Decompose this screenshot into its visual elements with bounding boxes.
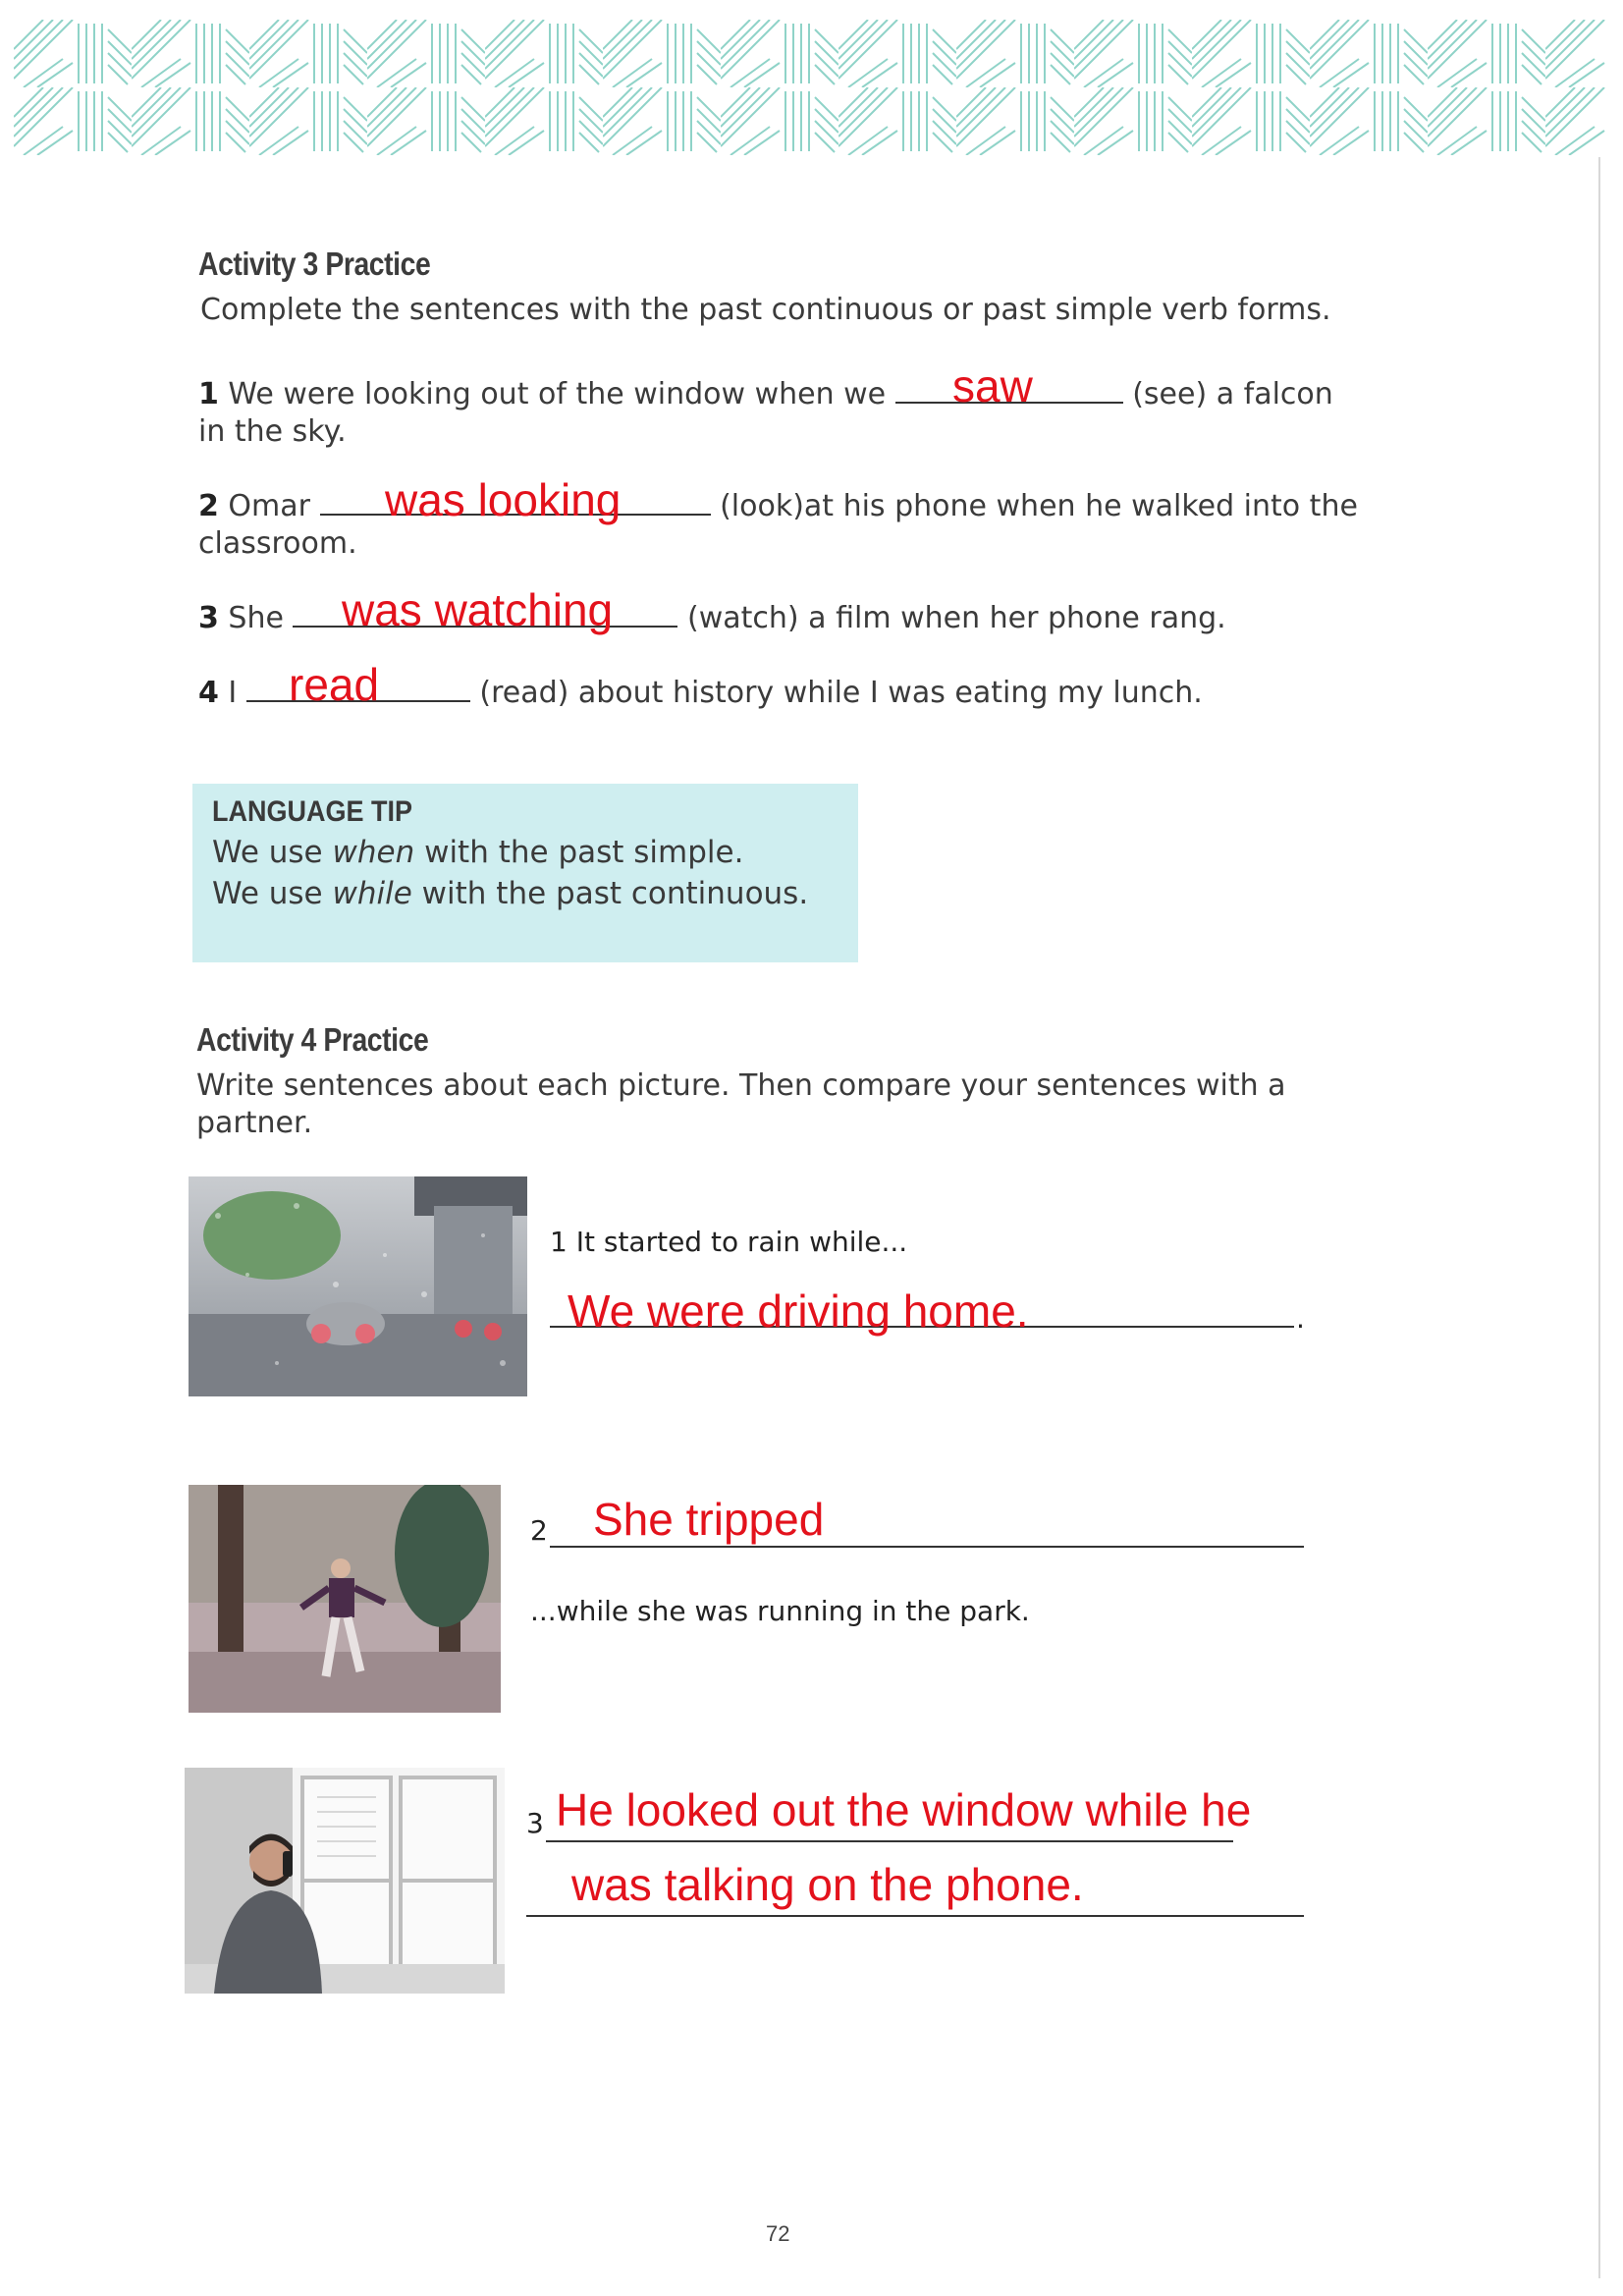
item-text-before: We were looking out of the window when we [228,377,887,411]
activity4-answer-2: She tripped [593,1494,825,1545]
item-number: 3 [198,601,219,635]
language-tip-title: LANGUAGE TIP [212,795,413,828]
answer-text: was looking [385,474,622,525]
activity4-number-3: 3 [526,1807,544,1839]
item-text-after: (read) about history while I was eating my lunch. [479,676,1203,710]
item-text-line2: in the sky. [198,414,347,449]
activity3-instruction: Complete the sentences with the past continuous or past simple verb forms. [200,293,1331,327]
man-on-phone-window-photo [185,1768,505,1994]
activity4-answer-3-line1: He looked out the window while he [556,1784,1252,1835]
answer-text: read [289,659,380,710]
answer-line-3a [546,1840,1233,1842]
language-tip-box [192,784,858,962]
item-text-before: I [228,676,238,710]
item-text-after: (watch) a film when her phone rang. [687,601,1226,635]
item-text-line2: classroom. [198,526,357,561]
activity4-caption-2: ...while she was running in the park. [530,1595,1030,1627]
activity4-answer-3-line2: was talking on the phone. [571,1859,1084,1910]
activity3-title: Activity 3 Practice [198,246,431,282]
item-number: 4 [198,676,219,710]
activity4-number-2: 2 [530,1514,548,1547]
activity4-prompt-1: 1 It started to rain while... [550,1226,908,1258]
girl-running-park-photo [189,1485,501,1713]
item-text-after: (look)at his phone when he walked into the [720,489,1358,523]
item-text-before: She [228,601,284,635]
answer-text: was watching [342,584,614,635]
item-text-after: (see) a falcon [1132,377,1333,411]
answer-line-3b [526,1915,1304,1917]
activity4-title: Activity 4 Practice [196,1021,429,1058]
activity4-instruction-line1: Write sentences about each picture. Then compare your sentences with a [196,1068,1286,1103]
answer-line-2 [550,1546,1304,1548]
page-number: 72 [766,2221,790,2246]
activity4-instruction-line2: partner. [196,1106,313,1140]
language-tip-line-1: We use when with the past simple. [212,835,744,870]
item-number: 2 [198,489,219,523]
answer-text: saw [952,360,1033,411]
language-tip-line-2: We use while with the past continuous. [212,876,809,911]
item-number: 1 [198,377,219,411]
item-text-before: Omar [228,489,310,523]
page-edge-line [1598,157,1600,2278]
answer-line-1-period: . [1296,1302,1305,1335]
header-pattern-banner [14,20,1606,155]
activity4-answer-1: We were driving home. [568,1285,1029,1337]
rainy-windshield-photo [189,1176,527,1396]
